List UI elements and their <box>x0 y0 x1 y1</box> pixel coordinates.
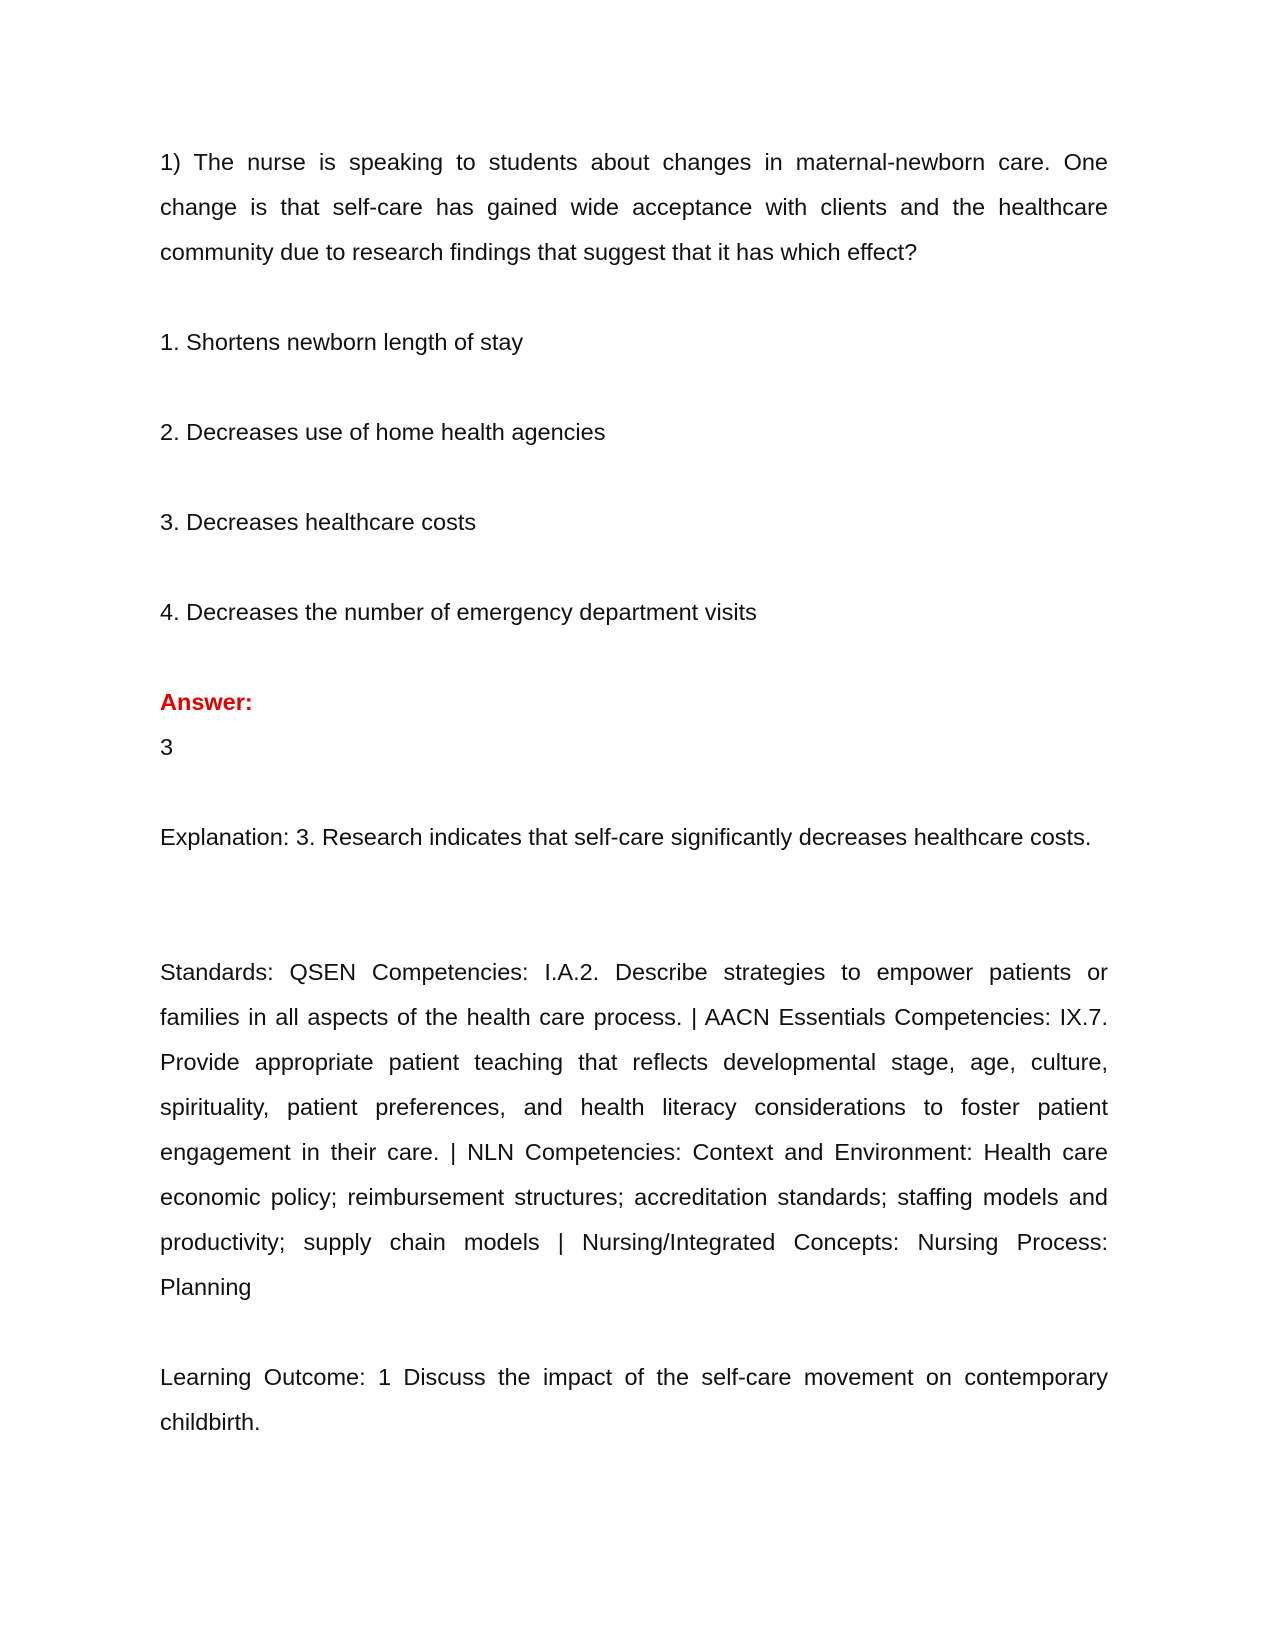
option-2: 2. Decreases use of home health agencies <box>160 419 606 445</box>
answer-label: Answer: <box>160 689 253 715</box>
option-3: 3. Decreases healthcare costs <box>160 509 477 535</box>
option-4: 4. Decreases the number of emergency department visits <box>160 599 757 625</box>
question-text: 1) The nurse is speaking to students about changes in maternal-newborn care. One change is that self-care has gained wide acceptance with clients and the healthcare community due to research findings that suggest that it has which effect? <box>160 149 1108 265</box>
explanation-text: Explanation: 3. Research indicates that self-care significantly decreases healthcare costs. <box>160 824 1092 850</box>
standards-text: Standards: QSEN Competencies: I.A.2. Describe strategies to empower patients or families in all aspects of the health care process. | AACN Essentials Competencies: IX.7. Provide appropriate patient teaching that reflects developmental stage, age, culture, spirituality, patient preferences, and health literacy considerations to foster patient engagement in their care. | NLN Competencies: Context and Environment: Health care economic policy; reimbursement structures; accreditation standards; staffing models and productivity; supply chain models | Nursing/Integrated Concepts: Nursing Process: Planning <box>160 959 1108 1300</box>
answer-block <box>160 680 1108 770</box>
answer-value: 3 <box>160 734 174 760</box>
learning-outcome-text: Learning Outcome: 1 Discuss the impact of the self-care movement on contemporary childbirth. <box>160 1364 1108 1435</box>
document-page <box>160 140 1108 1445</box>
option-1: 1. Shortens newborn length of stay <box>160 329 524 355</box>
